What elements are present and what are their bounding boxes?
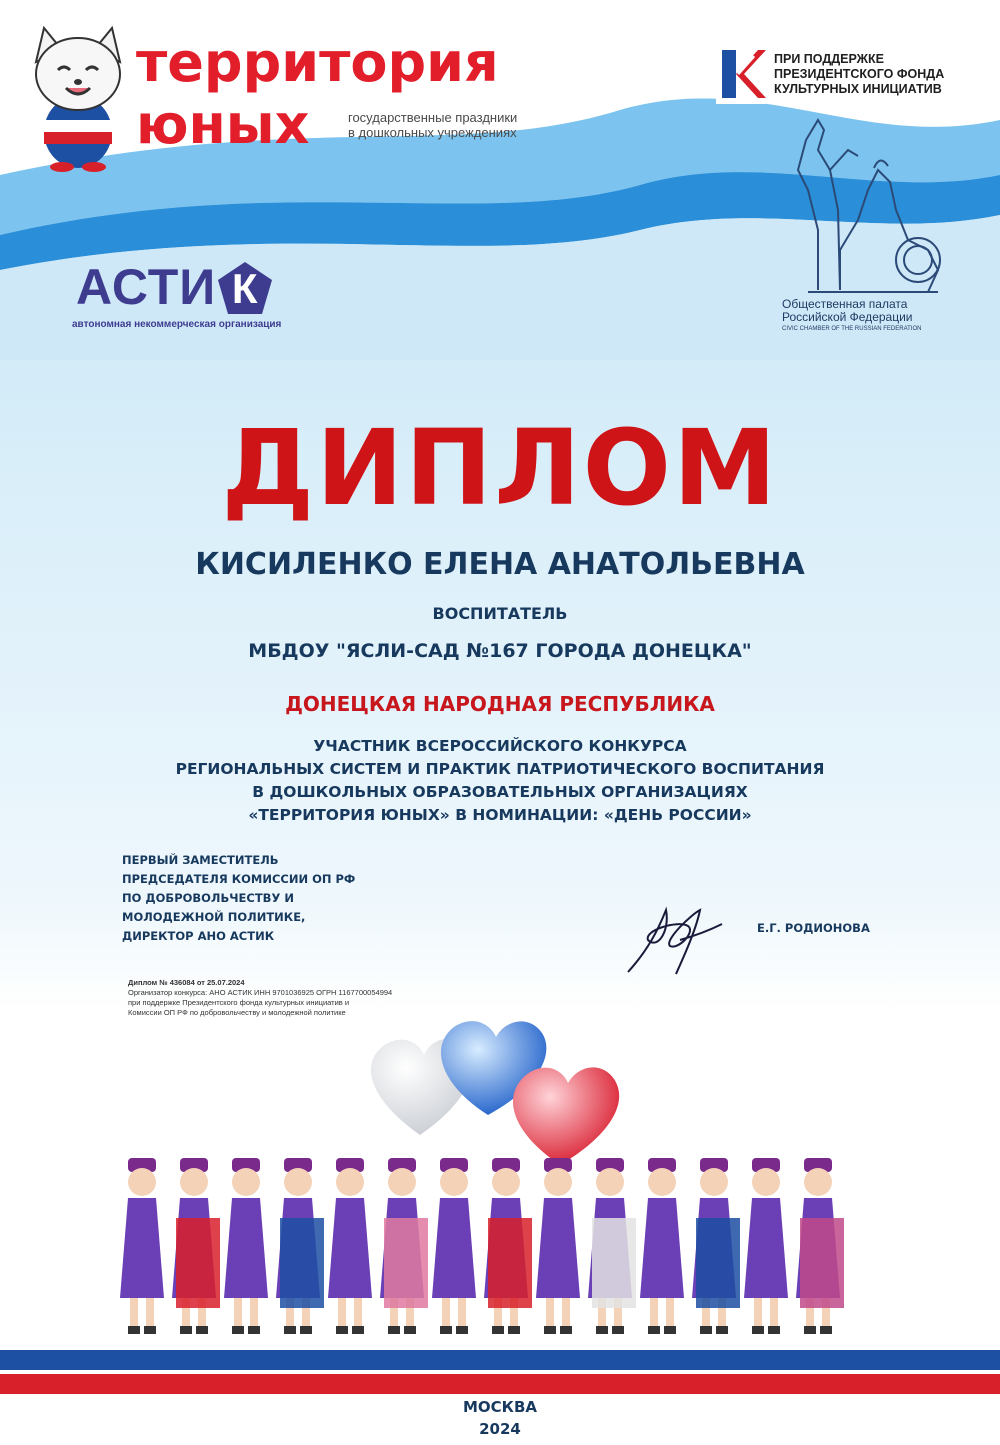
recipient-name: КИСИЛЕНКО ЕЛЕНА АНАТОЛЬЕВНА bbox=[195, 547, 805, 582]
diploma-title: ДИПЛОМ bbox=[221, 407, 779, 529]
signer-name: Е.Г. РОДИОНОВА bbox=[757, 921, 870, 935]
footer-year: 2024 bbox=[479, 1420, 521, 1438]
footer-city-year bbox=[0, 1396, 1000, 1440]
cat-mascot-icon bbox=[22, 22, 134, 172]
signer-title-line: МОЛОДЕЖНОЙ ПОЛИТИКЕ, bbox=[122, 910, 306, 924]
chamber-english-name: CIVIC CHAMBER OF THE RUSSIAN FEDERATION bbox=[782, 326, 922, 332]
tricolor-stripes bbox=[0, 1346, 1000, 1396]
astik-subtitle: автономная некоммерческая организация bbox=[72, 319, 282, 330]
recipient-region: ДОНЕЦКАЯ НАРОДНАЯ РЕСПУБЛИКА bbox=[285, 692, 715, 716]
diploma-number: Диплом № 436084 от 25.07.2024 bbox=[128, 978, 245, 987]
recipient-position: ВОСПИТАТЕЛЬ bbox=[432, 604, 568, 623]
signer-title bbox=[122, 851, 422, 946]
astik-logo bbox=[76, 259, 274, 315]
astik-letter: К bbox=[231, 265, 259, 312]
participation-line: «ТЕРРИТОРИЯ ЮНЫХ» В НОМИНАЦИИ: «ДЕНЬ РОССИИ» bbox=[248, 806, 752, 824]
participation-line: УЧАСТНИК ВСЕРОССИЙСКОГО КОНКУРСА bbox=[313, 737, 687, 755]
fine-print-line: Комиссии ОП РФ по добровольчеству и молодежной политике bbox=[128, 1008, 346, 1017]
signer-title-line: ДИРЕКТОР АНО АСТИК bbox=[122, 929, 275, 943]
brand-title-line1: территория bbox=[136, 31, 499, 94]
astik-word: АСТИ bbox=[76, 259, 217, 315]
chamber-line2: Российской Федерации bbox=[782, 310, 913, 324]
fine-print-line: при поддержке Президентского фонда культурных инициатив и bbox=[128, 998, 350, 1007]
brand-title-line2: юных bbox=[136, 93, 310, 156]
signer-title-line: ПЕРВЫЙ ЗАМЕСТИТЕЛЬ bbox=[122, 853, 279, 867]
astik-letter-badge bbox=[216, 262, 274, 312]
chamber-line1: Общественная палата bbox=[782, 297, 908, 311]
signer-title-line: ПО ДОБРОВОЛЬЧЕСТВУ И bbox=[122, 891, 294, 905]
fund-line3: КУЛЬТУРНЫХ ИНИЦИАТИВ bbox=[774, 82, 942, 96]
fund-line1: ПРИ ПОДДЕРЖКЕ bbox=[774, 52, 884, 66]
signature-icon bbox=[618, 900, 728, 980]
participation-line: РЕГИОНАЛЬНЫХ СИСТЕМ И ПРАКТИК ПАТРИОТИЧЕСКОГО ВОСПИТАНИЯ bbox=[175, 760, 825, 778]
signer-title-line: ПРЕДСЕДАТЕЛЯ КОМИССИИ ОП РФ bbox=[122, 872, 356, 886]
recipient-organization: МБДОУ "ЯСЛИ-САД №167 ГОРОДА ДОНЕЦКА" bbox=[248, 640, 752, 662]
pfki-logo-icon bbox=[716, 44, 766, 104]
participation-line: В ДОШКОЛЬНЫХ ОБРАЗОВАТЕЛЬНЫХ ОРГАНИЗАЦИЯХ bbox=[252, 783, 748, 801]
brand-subtitle-line2: в дошкольных учреждениях bbox=[348, 125, 517, 140]
fund-line2: ПРЕЗИДЕНТСКОГО ФОНДА bbox=[774, 67, 945, 81]
brand-subtitle bbox=[348, 110, 578, 140]
fine-print-line: Организатор конкурса: АНО АСТИК ИНН 9701036925 ОГРН 1167700054994 bbox=[128, 988, 393, 997]
brand-subtitle-line1: государственные праздники bbox=[348, 110, 518, 125]
footer-city: МОСКВА bbox=[463, 1398, 537, 1416]
folk-costume-children-icon bbox=[120, 1138, 880, 1348]
fund-support-text bbox=[774, 52, 984, 97]
minin-pozharsky-emblem-icon bbox=[778, 110, 948, 295]
chamber-name bbox=[782, 298, 952, 324]
